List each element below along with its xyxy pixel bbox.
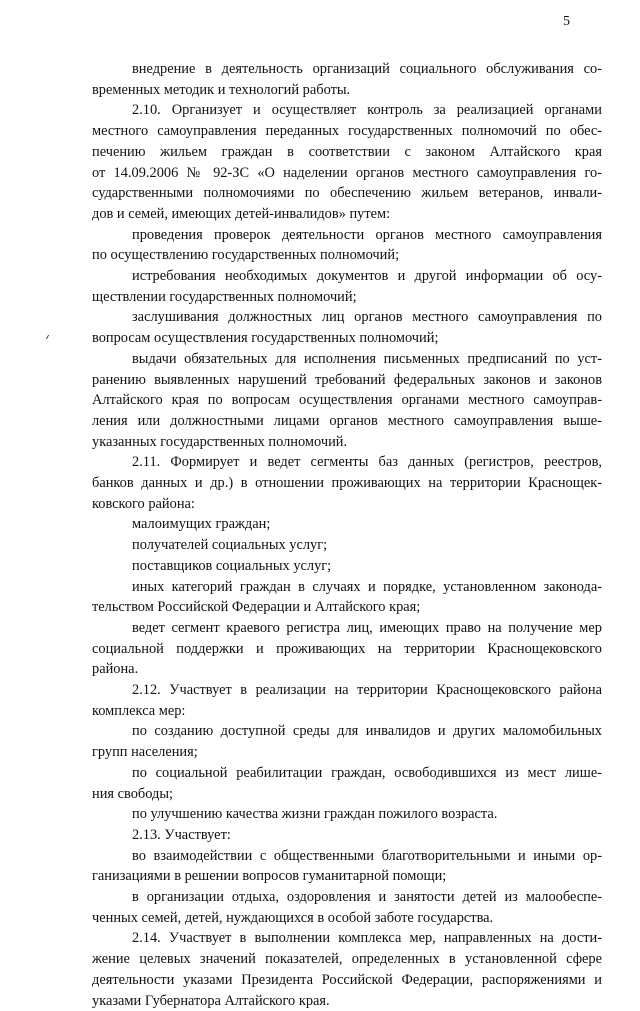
text-line: 2.14. Участвует в выполнении комплекса мер, направленных на дости- xyxy=(132,930,602,947)
text-line: печению жильем граждан в соответствии с законом Алтайского края xyxy=(92,143,602,160)
text-line: ществлении государственных полномочий; xyxy=(92,288,357,305)
text-line: временных методик и технологий работы. xyxy=(92,81,351,98)
text-line: по осуществлению государственных полномочий; xyxy=(92,247,400,264)
text-line: указами Губернатора Алтайского края. xyxy=(92,992,330,1009)
text-line: вопросам осуществления государственных полномочий; xyxy=(92,330,439,347)
text-line: истребования необходимых документов и другой информации об осу- xyxy=(132,268,602,284)
text-line: иных категорий граждан в случаях и порядке, установленном законода- xyxy=(132,578,602,595)
text-line: местного самоуправления переданных государственных полномочий по обес- xyxy=(92,123,602,140)
text-line: поставщиков социальных услуг; xyxy=(132,557,332,574)
text-line: ранению выявленных нарушений требований федеральных законов и законов xyxy=(92,371,602,388)
text-line: ченных семей, детей, нуждающихся в особой заботе государства. xyxy=(92,909,494,926)
page-number: 5 xyxy=(563,14,570,29)
text-line: в организации отдыха, оздоровления и занятости детей из малообеспе- xyxy=(132,889,602,905)
text-line: внедрение в деятельность организаций социального обслуживания со- xyxy=(132,61,602,77)
text-line: сударственными полномочиями по обеспечению жильем ветеранов, инвали- xyxy=(92,185,602,202)
text-line: указанных государственных полномочий. xyxy=(92,433,348,450)
text-line: 2.13. Участвует: xyxy=(132,826,231,843)
text-line: от 14.09.2006 № 92-ЗС «О наделении органов местного самоуправления го- xyxy=(92,164,602,181)
text-line: ления или должностными лицами органов местного самоуправления выше- xyxy=(92,412,602,429)
text-line: дов и семей, имеющих детей-инвалидов» путем: xyxy=(92,205,391,222)
text-line: групп населения; xyxy=(92,744,198,761)
text-line: ковского района: xyxy=(92,495,195,512)
text-line: во взаимодействии с общественными благотворительными и иными ор- xyxy=(132,847,602,864)
margin-mark xyxy=(46,335,53,339)
text-line: по улучшению качества жизни граждан пожилого возраста. xyxy=(132,806,498,823)
text-line: проведения проверок деятельности органов местного самоуправления xyxy=(132,226,602,243)
text-line: малоимущих граждан; xyxy=(132,516,271,533)
text-line: ганизациями в решении вопросов гуманитарной помощи; xyxy=(92,868,447,885)
text-line: деятельности указами Президента Российской Федерации, распоряжениями и xyxy=(92,971,602,988)
text-line: банков данных и др.) в отношении проживающих на территории Краснощек- xyxy=(92,475,602,491)
text-line: по социальной реабилитации граждан, освободившихся из мест лише- xyxy=(132,764,602,781)
text-line: социальной поддержки и проживающих на территории Краснощековского xyxy=(92,640,602,657)
text-line: 2.11. Формирует и ведет сегменты баз данных (регистров, реестров, xyxy=(132,454,602,471)
text-line: 2.12. Участвует в реализации на территории Краснощековского района xyxy=(132,682,602,698)
text-line: жение целевых значений показателей, определенных в установленной сфере xyxy=(92,951,602,968)
text-line: района. xyxy=(92,661,139,678)
text-line: Алтайского края по вопросам осуществления органами местного самоуправ- xyxy=(92,392,602,409)
text-line: по созданию доступной среды для инвалидов и других маломобильных xyxy=(132,723,602,740)
text-line: выдачи обязательных для исполнения письменных предписаний по уст- xyxy=(132,350,602,367)
text-line: ведет сегмент краевого регистра лиц, имеющих право на получение мер xyxy=(132,619,602,636)
text-line: комплекса мер: xyxy=(92,702,186,719)
text-line: заслушивания должностных лиц органов местного самоуправления по xyxy=(132,309,602,326)
text-line: ния свободы; xyxy=(92,785,173,802)
text-line: тельством Российской Федерации и Алтайского края; xyxy=(92,599,421,616)
text-line: получателей социальных услуг; xyxy=(132,537,328,554)
text-line: 2.10. Организует и осуществляет контроль за реализацией органами xyxy=(132,102,602,119)
